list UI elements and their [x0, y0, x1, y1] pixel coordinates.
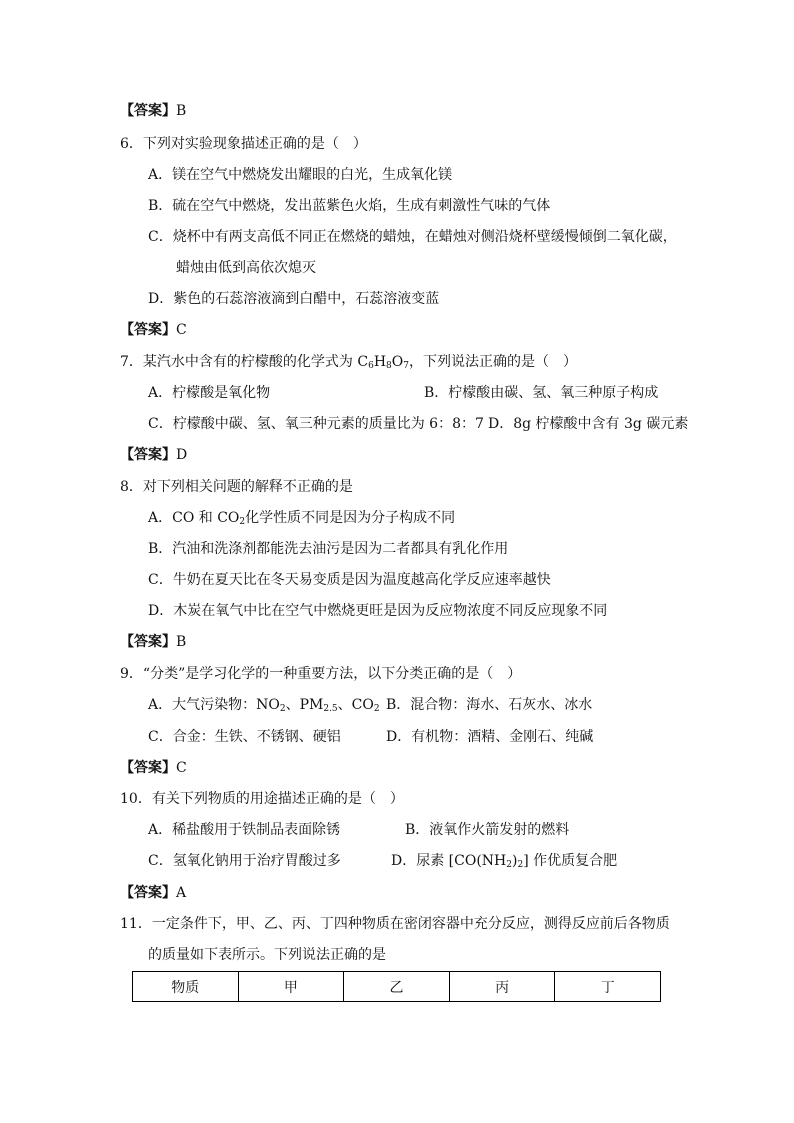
- stem-text: O: [391, 354, 404, 370]
- answer-line-q6: [120, 320, 187, 340]
- subscript: 2: [517, 860, 524, 870]
- q6-option-c: C．烧杯中有两支高低不同正在燃烧的蜡烛，在蜡烛对侧沿烧杯壁缓慢倾倒二氧化碳，: [148, 229, 677, 245]
- question-8-stem: 8．对下列相关问题的解释不正确的是: [120, 479, 353, 495]
- question-6-stem: 6．下列对实验现象描述正确的是（ ）: [120, 136, 367, 152]
- q9-option-a: [148, 695, 380, 715]
- subscript: 6: [368, 361, 374, 371]
- q9-option-b: B．混合物：海水、石灰水、冰水: [386, 697, 593, 713]
- answer-value: B: [176, 103, 187, 119]
- q7-option-c: C．柠檬酸中碳、氢、氧三种元素的质量比为 6：8：7: [148, 416, 484, 432]
- answer-label: 【答案】: [120, 322, 176, 338]
- answer-label: 【答案】: [120, 634, 176, 650]
- answer-value: C: [176, 760, 187, 776]
- question-9-stem: 9．“分类”是学习化学的一种重要方法，以下分类正确的是（ ）: [120, 666, 522, 682]
- table-header-cell: 丁: [555, 972, 661, 1002]
- q6-option-b: B．硫在空气中燃烧，发出蓝紫色火焰，生成有刺激性气味的气体: [148, 198, 551, 214]
- subscript: 2: [373, 704, 380, 714]
- q8-option-b: B．汽油和洗涤剂都能洗去油污是因为二者都具有乳化作用: [148, 541, 509, 557]
- option-text: A．大气污染物：NO: [148, 697, 280, 713]
- table-header-cell: 乙: [344, 972, 450, 1002]
- stem-text: ，下列说法正确的是（ ）: [408, 354, 577, 370]
- answer-value: D: [176, 447, 188, 463]
- q7-option-d: D．8g 柠檬酸中含有 3g 碳元素: [488, 416, 689, 432]
- answer-label: 【答案】: [120, 760, 176, 776]
- q10-option-d: [391, 851, 617, 871]
- table-header-cell: 甲: [238, 972, 344, 1002]
- q8-option-d: D．木炭在氧气中比在空气中燃烧更旺是因为反应物浓度不同反应现象不同: [148, 603, 608, 619]
- answer-line-q10: [120, 883, 186, 903]
- q9-option-d: D．有机物：酒精、金刚石、纯碱: [386, 729, 594, 745]
- option-text: D．尿素 [CO(NH: [391, 853, 507, 869]
- stem-text: 7．某汽水中含有的柠檬酸的化学式为 C: [120, 354, 369, 370]
- subscript: 2: [239, 517, 246, 527]
- option-text: ] 作优质复合肥: [523, 853, 618, 869]
- option-text: 、PM: [285, 697, 324, 713]
- answer-value: B: [176, 634, 187, 650]
- question-11-stem-cont: 的质量如下表所示。下列说法正确的是: [148, 947, 386, 963]
- option-text: ): [511, 853, 518, 869]
- q6-option-d: D．紫色的石蕊溶液滴到白醋中，石蕊溶液变蓝: [148, 291, 440, 307]
- question-7-stem: [120, 352, 577, 372]
- q6-option-c-cont: 蜡烛由低到高依次熄灭: [176, 260, 316, 276]
- subscript: 2: [279, 704, 286, 714]
- answer-line-q5: [120, 101, 186, 121]
- table-header-row: [133, 972, 661, 1002]
- answer-line-q9: [120, 758, 187, 778]
- answer-value: C: [176, 322, 187, 338]
- answer-label: 【答案】: [120, 447, 176, 463]
- option-text: 化学性质不同是因为分子构成不同: [245, 510, 456, 526]
- table-header-cell: 丙: [449, 972, 555, 1002]
- question-10-stem: 10．有关下列物质的用途描述正确的是（ ）: [120, 791, 404, 807]
- q8-option-a: [148, 508, 455, 528]
- q9-option-c: C．合金：生铁、不锈钢、硬铝: [148, 729, 341, 745]
- q10-option-a: A．稀盐酸用于铁制品表面除锈: [148, 822, 341, 838]
- answer-line-q7: [120, 445, 187, 465]
- answer-line-q8: [120, 632, 186, 652]
- q7-option-a: A．柠檬酸是氧化物: [148, 385, 271, 401]
- reaction-mass-table: [132, 971, 661, 1002]
- subscript: 2: [506, 860, 512, 870]
- q6-option-a: A．镁在空气中燃烧发出耀眼的白光，生成氧化镁: [148, 167, 453, 183]
- q10-option-c: C．氢氧化钠用于治疗胃酸过多: [148, 853, 341, 869]
- q10-option-b: B．液氧作火箭发射的燃料: [405, 822, 570, 838]
- q8-option-c: C．牛奶在夏天比在冬天易变质是因为温度越高化学反应速率越快: [148, 572, 551, 588]
- table-header-cell: 物质: [133, 972, 239, 1002]
- option-text: 、CO: [337, 697, 374, 713]
- subscript: 8: [386, 361, 392, 371]
- question-11-stem: 11．一定条件下，甲、乙、丙、丁四种物质在密闭容器中充分反应，测得反应前后各物质: [120, 916, 670, 932]
- q7-option-b: B．柠檬酸由碳、氢、氧三种原子构成: [424, 385, 659, 401]
- answer-value: A: [176, 885, 187, 901]
- subscript: 2.5: [323, 704, 338, 714]
- answer-label: 【答案】: [120, 103, 176, 119]
- stem-text: H: [373, 354, 387, 370]
- subscript: 7: [403, 361, 409, 371]
- option-text: A．CO 和 CO: [148, 510, 240, 526]
- answer-label: 【答案】: [120, 885, 176, 901]
